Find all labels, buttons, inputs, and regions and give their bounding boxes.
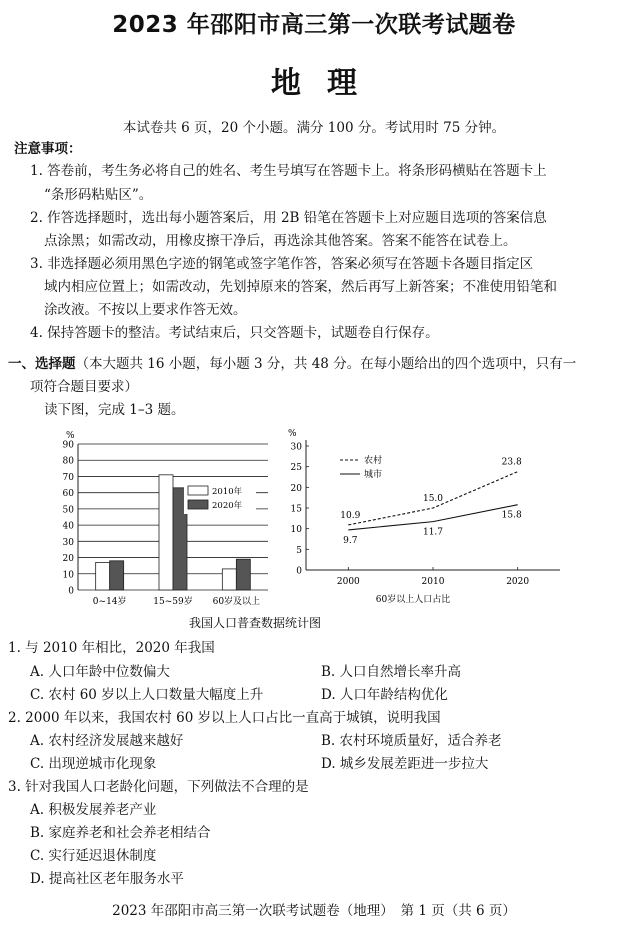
question-option: D. 提高社区老年服务水平 xyxy=(30,871,184,887)
bar xyxy=(159,475,173,590)
x-category-label: 60岁及以上 xyxy=(212,597,261,607)
x-axis-label: 60岁以上人口占比 xyxy=(375,595,451,605)
data-label: 9.7 xyxy=(343,535,358,546)
data-label: 10.9 xyxy=(340,510,361,521)
bar xyxy=(236,559,250,590)
page-footer: 2023 年邵阳市高三第一次联考试题卷（地理） 第 1 页（共 6 页） xyxy=(112,903,516,919)
y-tick-label: 80 xyxy=(62,456,74,467)
notice-line: 域内相应位置上；如需改动，先划掉原来的答案，然后再写上新答案；不准使用铅笔和 xyxy=(44,279,557,295)
question-option: A. 人口年龄中位数偏大 xyxy=(30,664,170,680)
notice-line: 2. 作答选择题时，选出每小题答案后，用 2B 铅笔在答题卡上对应题目选项的答案信息 xyxy=(30,210,547,226)
census-figure xyxy=(0,424,628,634)
data-label: 23.8 xyxy=(501,457,522,468)
x-category-label: 0~14岁 xyxy=(92,597,127,607)
y-tick-label: 40 xyxy=(62,521,74,532)
legend-label: 农村 xyxy=(364,456,383,466)
question-stem: 1. 与 2010 年相比，2020 年我国 xyxy=(8,640,215,656)
y-tick-label: 60 xyxy=(62,489,74,500)
section-title-rest: （本大题共 16 小题，每小题 3 分，共 48 分。在每小题给出的四个选项中，只有一 xyxy=(75,356,577,372)
legend-label: 城市 xyxy=(364,470,383,480)
exam-title: 2023 年邵阳市高三第一次联考试题卷 xyxy=(112,12,516,38)
age-structure-bar-chart xyxy=(63,431,268,607)
census-charts xyxy=(0,424,628,634)
y-tick-label: 0 xyxy=(68,586,74,597)
data-label: 15.8 xyxy=(501,510,522,521)
bar xyxy=(222,569,236,590)
notice-heading: 注意事项： xyxy=(14,141,82,157)
y-tick-label: 5 xyxy=(296,545,302,556)
y-tick-label: 10 xyxy=(290,525,302,536)
data-label: 15.0 xyxy=(422,494,444,504)
y-tick-label: 30 xyxy=(290,442,302,453)
notice-line: 3. 非选择题必须用黑色字迹的钢笔或签字笔作答，答案必须写在答题卡各题目指定区 xyxy=(30,256,534,272)
question-option: B. 农村环境质量好，适合养老 xyxy=(321,733,502,749)
x-tick-label: 2020 xyxy=(506,577,530,587)
notice-line: 涂改液。不按以上要求作答无效。 xyxy=(44,302,247,318)
y-tick-label: 50 xyxy=(62,505,74,516)
notice-line: “条形码粘贴区”。 xyxy=(44,187,153,203)
subject-title: 地理 xyxy=(271,66,383,101)
legend-label: 2020年 xyxy=(212,501,243,511)
question-option: D. 城乡发展差距进一步拉大 xyxy=(321,756,489,772)
figure-caption: 我国人口普查数据统计图 xyxy=(188,616,322,630)
bar xyxy=(110,561,124,590)
legend-label: 2010年 xyxy=(212,487,243,497)
y-tick-label: 10 xyxy=(62,570,74,581)
notice-line: 点涂黑；如需改动，用橡皮擦干净后，再选涂其他答案。答案不能答在试卷上。 xyxy=(44,233,517,249)
question-stem: 2. 2000 年以来，我国农村 60 岁以上人口占比一直高于城镇，说明我国 xyxy=(8,710,441,726)
section-title-line2: 项符合题目要求） xyxy=(30,379,138,395)
x-tick-label: 2010 xyxy=(421,577,445,587)
y-axis-label: % xyxy=(288,429,297,439)
y-tick-label: 70 xyxy=(62,472,74,483)
question-option: C. 实行延迟退休制度 xyxy=(30,848,157,864)
legend-swatch xyxy=(188,500,208,509)
bar xyxy=(96,562,110,590)
y-axis-label: % xyxy=(66,431,75,441)
y-tick-label: 25 xyxy=(290,463,302,474)
question-option: B. 人口自然增长率升高 xyxy=(321,664,462,680)
y-tick-label: 20 xyxy=(290,483,302,494)
y-tick-label: 15 xyxy=(290,504,302,515)
section-title-bold: 一、选择题 xyxy=(8,356,76,372)
question-option: A. 农村经济发展越来越好 xyxy=(30,733,184,749)
notice-line: 4. 保持答题卡的整洁。考试结束后，只交答题卡，试题卷自行保存。 xyxy=(30,325,439,341)
data-label: 11.7 xyxy=(422,527,444,538)
question-option: C. 农村 60 岁以上人口数量大幅度上升 xyxy=(30,687,264,703)
notice-line: 1. 答卷前，考生务必将自己的姓名、考生号填写在答题卡上。将条形码横贴在答题卡上 xyxy=(30,163,547,179)
question-option: A. 积极发展养老产业 xyxy=(30,802,157,818)
elderly-ratio-line-chart xyxy=(288,429,560,605)
y-tick-label: 20 xyxy=(62,554,74,565)
section-title xyxy=(8,356,576,372)
legend-swatch xyxy=(188,486,208,495)
question-option: B. 家庭养老和社会养老相结合 xyxy=(30,825,211,841)
exam-info: 本试卷共 6 页，20 个小题。满分 100 分。考试用时 75 分钟。 xyxy=(122,120,506,136)
question-stem: 3. 针对我国人口老龄化问题，下列做法不合理的是 xyxy=(8,779,309,795)
x-category-label: 15~59岁 xyxy=(153,597,193,607)
question-option: C. 出现逆城市化现象 xyxy=(30,756,157,772)
question-option: D. 人口年龄结构优化 xyxy=(321,687,448,703)
y-tick-label: 0 xyxy=(296,566,302,577)
y-tick-label: 30 xyxy=(62,537,74,548)
y-tick-label: 90 xyxy=(62,440,74,451)
figure-intro: 读下图，完成 1–3 题。 xyxy=(44,402,185,418)
x-tick-label: 2000 xyxy=(336,577,360,587)
